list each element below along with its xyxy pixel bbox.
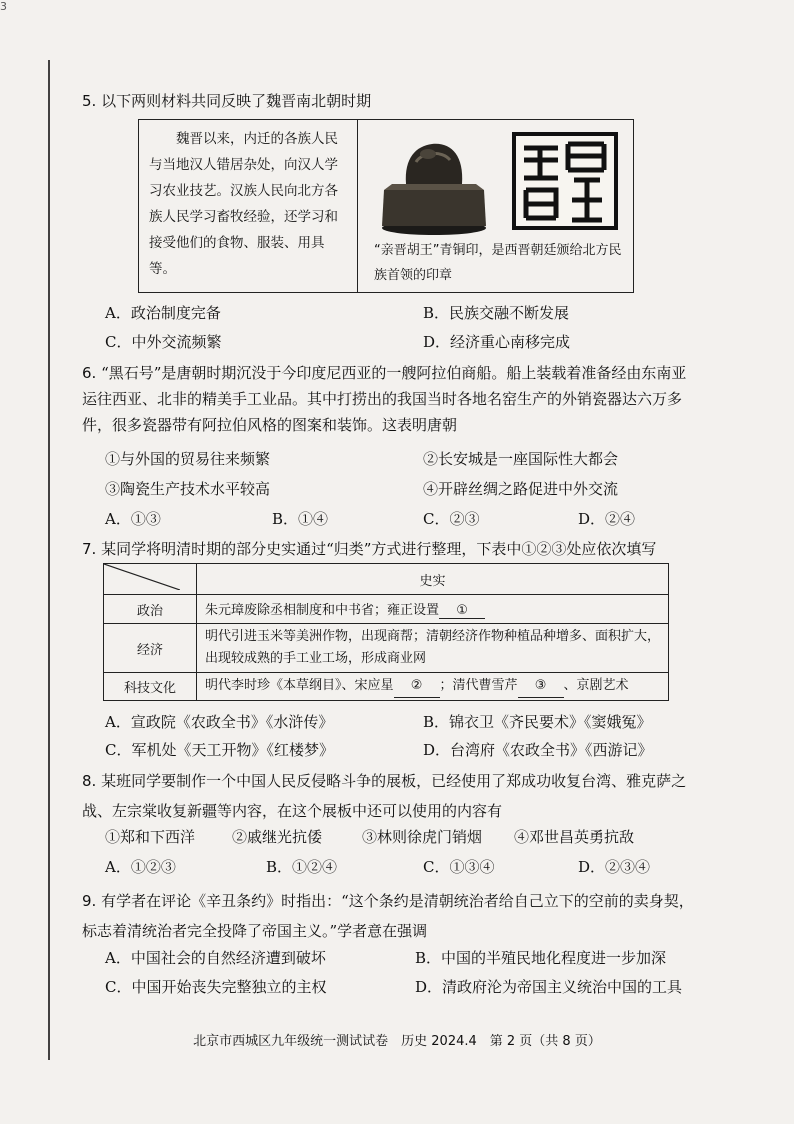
question-6-stem: [82, 360, 694, 438]
question-number: 8.: [82, 772, 97, 790]
q9-option-a: A．中国社会的自然经济遭到破坏: [105, 949, 326, 967]
seal-caption: “亲晋胡王”青铜印，是西晋朝廷颁给北方民族首领的印章: [374, 243, 622, 283]
question-text: “黑石号”是唐朝时期沉没于今印度尼西亚的一艘阿拉伯商船。船上装载着准备经由东南亚运往西亚、北非的精美手工业品。其中打捞出的我国当时各地名窑生产的外销瓷器达六万多件，很多瓷器带有阿拉伯风格的图案和装饰。这表明唐朝: [82, 364, 687, 434]
page-footer: 北京市西城区九年级统一测试试卷 历史 2024.4 第 2 页（共 8 页）: [193, 1034, 601, 1049]
table-header: 史实: [197, 564, 669, 595]
q7-option-b: B．锦衣卫《齐民要术》《窦娥冤》: [423, 713, 652, 731]
row-text: ；清代曹雪芹: [439, 678, 518, 693]
diagonal-line: [104, 564, 180, 590]
question-number: 7.: [82, 540, 97, 558]
question-number: 6.: [82, 364, 97, 382]
q8-option-a: A．①②③: [105, 858, 176, 876]
q6-item-4: ④开辟丝绸之路促进中外交流: [423, 480, 619, 498]
q8-item-1: ①郑和下西洋: [105, 828, 196, 846]
q8-item-3: ③林则徐虎门销烟: [362, 828, 483, 846]
q8-option-d: D．②③④: [578, 858, 651, 876]
q6-item-2: ②长安城是一座国际性大都会: [423, 450, 619, 468]
row-category: 经济: [104, 624, 197, 673]
q6-option-c: C．②③: [423, 510, 480, 528]
history-facts-table: [103, 563, 669, 701]
binding-line: [48, 60, 50, 1060]
question-text: 以下两则材料共同反映了魏晋南北朝时期: [101, 92, 372, 110]
row-category: 政治: [104, 595, 197, 624]
question-number: 5.: [82, 92, 97, 110]
q8-option-b: B．①②④: [266, 858, 338, 876]
question-text: 某班同学要制作一个中国人民反侵略斗争的展板，已经使用了郑成功收复台湾、雅克萨之战、左宗棠收复新疆等内容，在这个展板中还可以使用的内容有: [82, 772, 687, 820]
question-8-stem: [82, 766, 694, 826]
blank-3: ③: [518, 675, 564, 698]
diagonal-header-cell: [104, 564, 197, 595]
question-number: 9.: [82, 892, 97, 910]
q7-option-c: C．军机处《天工开物》《红楼梦》: [105, 741, 334, 759]
question-9-stem: [82, 886, 694, 946]
q9-option-c: C．中国开始丧失完整独立的主权: [105, 978, 327, 996]
row-text: 、京剧艺术: [563, 678, 629, 693]
q7-option-a: A．宣政院《农政全书》《水浒传》: [105, 713, 334, 731]
q5-option-b: B．民族交融不断发展: [423, 304, 570, 322]
row-text: 明代李时珍《本草纲目》、宋应星: [205, 678, 394, 693]
q6-option-b: B．①④: [272, 510, 329, 528]
row-content: [197, 673, 669, 701]
q9-option-b: B．中国的半殖民地化程度进一步加深: [415, 949, 667, 967]
q6-option-a: A．①③: [105, 510, 161, 528]
question-5-stem: [82, 90, 702, 112]
table-row: [104, 595, 669, 624]
question-5-materials: [138, 119, 634, 293]
bronze-seal-image: [376, 128, 492, 238]
q8-item-4: ④邓世昌英勇抗敌: [514, 828, 635, 846]
table-row: [104, 624, 669, 673]
material-text-box: [139, 120, 358, 292]
q6-item-1: ①与外国的贸易往来频繁: [105, 450, 271, 468]
q7-option-d: D．台湾府《农政全书》《西游记》: [423, 741, 653, 759]
q8-option-c: C．①③④: [423, 858, 495, 876]
corner-mark: 3: [0, 0, 7, 13]
question-text: 有学者在评论《辛丑条约》时指出：“这个条约是清朝统治者给自己立下的空前的卖身契，标志着清统治者完全投降了帝国主义。”学者意在强调: [82, 892, 694, 940]
material-image-box: [358, 120, 633, 292]
question-7-stem: [82, 538, 702, 560]
row-text: 明代引进玉米等美洲作物，出现商帮；清朝经济作物种植品种增多、面积扩大，出现较成熟的手工业工场，形成商业网: [197, 624, 669, 673]
q6-option-d: D．②④: [578, 510, 636, 528]
seal-imprint-image: [510, 130, 620, 232]
q6-item-3: ③陶瓷生产技术水平较高: [105, 480, 271, 498]
q5-option-d: D．经济重心南移完成: [423, 333, 571, 351]
question-text: 某同学将明清时期的部分史实通过“归类”方式进行整理，下表中①②③处应依次填写: [101, 540, 657, 558]
row-content: [197, 595, 669, 624]
q9-option-d: D．清政府沦为帝国主义统治中国的工具: [415, 978, 683, 996]
table-header-row: [104, 564, 669, 595]
blank-2: ②: [394, 675, 440, 698]
table-row: [104, 673, 669, 701]
q5-option-c: C．中外交流频繁: [105, 333, 222, 351]
row-text: 朱元璋废除丞相制度和中书省；雍正设置: [205, 603, 440, 618]
q5-option-a: A．政治制度完备: [105, 304, 221, 322]
row-category: 科技文化: [104, 673, 197, 701]
q8-item-2: ②戚继光抗倭: [232, 828, 323, 846]
material-text: 魏晋以来，内迁的各族人民与当地汉人错居杂处，向汉人学习农业技艺。汉族人民向北方各族人民学习畜牧经验，还学习和接受他们的食物、服装、用具等。: [149, 131, 338, 277]
blank-1: ①: [439, 603, 485, 619]
